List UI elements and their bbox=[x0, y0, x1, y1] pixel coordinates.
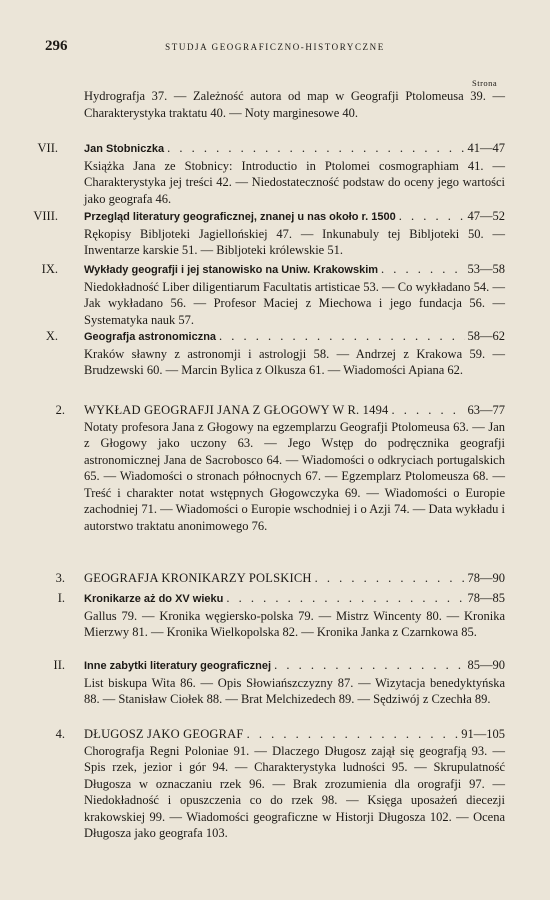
toc-entry-continuation bbox=[50, 88, 505, 121]
dot-leader bbox=[167, 140, 464, 157]
entry-title: Jan Stobniczka bbox=[84, 143, 165, 155]
entry-pages: 47—52 bbox=[467, 209, 505, 223]
entry-summary: Rękopisy Bibljoteki Jagiellońskiej 47. — Inkunabuly tej Bibljoteki 50. — Inwentarze karskie 51. — Bibljoteki królewskie 51. bbox=[84, 226, 505, 257]
toc-entry bbox=[50, 657, 505, 708]
entry-title: Geografja astronomiczna bbox=[84, 331, 217, 343]
toc-entry bbox=[50, 726, 505, 842]
entry-heading bbox=[33, 208, 505, 226]
toc-entry bbox=[50, 590, 505, 641]
entry-number: VII. bbox=[37, 141, 58, 155]
entry-title: Wykłady geografji i jej stanowisko na Uniw. Krakowskim bbox=[84, 264, 379, 276]
entry-pages: 91—105 bbox=[461, 727, 505, 741]
page-number: 296 bbox=[45, 38, 68, 54]
entry-summary: Chorografja Regni Poloniae 91. — Dlaczego Długosz zajął się geografją 93. — Spis rzek, jezior i gór 94. — Charakterystyka ludności 95. — Skrupulatność Długosza w oznaczaniu rzek 96. — Brak zrozumienia dla orografji 97. — Niedokładność i opuszczenia co do rzek 98. — Księga uposażeń diecezji krakowskiej 99. — Wiadomości geograficzne w Historji Długosza 102. — Ocena Długosza jako geografa 103. bbox=[84, 743, 505, 840]
entry-heading bbox=[50, 590, 505, 608]
entry-title: GEOGRAFJA KRONIKARZY POLSKICH bbox=[84, 571, 312, 585]
entry-number: I. bbox=[57, 591, 65, 605]
dot-leader bbox=[391, 402, 464, 419]
entry-summary: Gallus 79. — Kronika węgiersko-polska 79. — Mistrz Wincenty 80. — Kronika Mierzwy 81. — Kronika Wielkopolska 82. — Kronika Janka z Czarnkowa 85. bbox=[84, 608, 505, 639]
toc-entry bbox=[37, 140, 505, 207]
running-head: STUDJA GEOGRAFICZNO-HISTORYCZNE bbox=[165, 42, 385, 52]
entry-heading bbox=[50, 570, 505, 587]
entry-pages: 78—90 bbox=[467, 571, 505, 585]
dot-leader bbox=[247, 726, 459, 743]
entry-summary: List biskupa Wita 86. — Opis Słowiańszczyzny 87. — Wizytacja benedyktyńska 88. — Stanisław Ciołek 88. — Brat Melchizedech 89. — Sędziwój z Czechła 89. bbox=[84, 675, 505, 706]
entry-number: 2. bbox=[55, 403, 65, 417]
entry-heading bbox=[37, 140, 505, 158]
entry-summary: Książka Jana ze Stobnicy: Introductio in Ptolomei cosmographiam 41. — Charakterystyka jej treści 42. — Niedostateczność podstaw do oceny jego wartości jako geografa 46. bbox=[84, 158, 505, 206]
entry-summary: Kraków sławny z astronomji i astrologji 58. — Andrzej z Krakowa 59. — Brudzewski 60. — Marcin Bylica z Olkusza 61. — Wiadomości Apiana 62. bbox=[84, 346, 505, 377]
entry-pages: 85—90 bbox=[467, 658, 505, 672]
entry-number: VIII. bbox=[33, 209, 58, 223]
page-column-label: Strona bbox=[472, 78, 498, 88]
entry-pages: 53—58 bbox=[467, 262, 505, 276]
entry-summary: Niedokładność Liber diligentiarum Facultatis artisticae 53. — Co wykładano 54. — Jak wykładano 56. — Profesor Maciej z Miechowa i jego fundacja 56. — Systematyka nauk 57. bbox=[84, 279, 505, 327]
toc-entry bbox=[45, 328, 505, 379]
dot-leader bbox=[381, 261, 464, 278]
entry-title: WYKŁAD GEOGRAFJI JANA Z GŁOGOWY W R. 1494 bbox=[84, 403, 389, 417]
entry-number: X. bbox=[45, 329, 58, 343]
dot-leader bbox=[399, 208, 465, 225]
entry-title: Kronikarze aż do XV wieku bbox=[84, 593, 224, 605]
toc-entry bbox=[41, 261, 505, 328]
entry-number: 3. bbox=[55, 571, 65, 585]
entry-summary: Hydrografja 37. — Zależność autora od map w Geografji Ptolomeusa 39. — Charakterystyka traktatu 40. — Noty marginesowe 40. bbox=[84, 89, 505, 120]
entry-title: DŁUGOSZ JAKO GEOGRAF bbox=[84, 727, 244, 741]
entry-number: 4. bbox=[55, 727, 65, 741]
entry-title: Inne zabytki literatury geograficznej bbox=[84, 660, 272, 672]
entry-pages: 78—85 bbox=[467, 591, 505, 605]
toc-entry bbox=[50, 402, 505, 534]
dot-leader bbox=[219, 328, 464, 345]
dot-leader bbox=[274, 657, 464, 674]
entry-title: Przegląd literatury geograficznej, znanej u nas około r. 1500 bbox=[84, 211, 396, 223]
entry-heading bbox=[50, 726, 505, 743]
entry-pages: 63—77 bbox=[467, 403, 505, 417]
dot-leader bbox=[315, 570, 465, 587]
entry-heading bbox=[50, 402, 505, 419]
toc-entry bbox=[33, 208, 505, 259]
entry-pages: 58—62 bbox=[467, 329, 505, 343]
entry-heading bbox=[45, 328, 505, 346]
entry-number: IX. bbox=[41, 262, 58, 276]
entry-heading bbox=[50, 657, 505, 675]
dot-leader bbox=[226, 590, 464, 607]
entry-number: II. bbox=[53, 658, 65, 672]
entry-summary: Notaty profesora Jana z Głogowy na egzemplarzu Geografji Ptolomeusa 63. — Jan z Głogowy jako uczony 63. — Jego Wstęp do podręcznika geografji astronomicznej Jana de Sacrobosco 64. — Wiadomości o odkryciach portugalskich 65. — Wiadomości o stronach północnych 67. — Egzemplarz Ptolomeusza 68. — Treść i charakter notat wstępnych Głogowczyka 69. — Wiadomości o Europie zachodniej 71. — Wiadomości o Europie wschodniej i o Azji 74. — Data wykładu i autorstwo traktatu anonimowego 76. bbox=[84, 419, 505, 533]
entry-heading bbox=[41, 261, 505, 279]
entry-pages: 41—47 bbox=[467, 141, 505, 155]
toc-entry bbox=[50, 570, 505, 587]
